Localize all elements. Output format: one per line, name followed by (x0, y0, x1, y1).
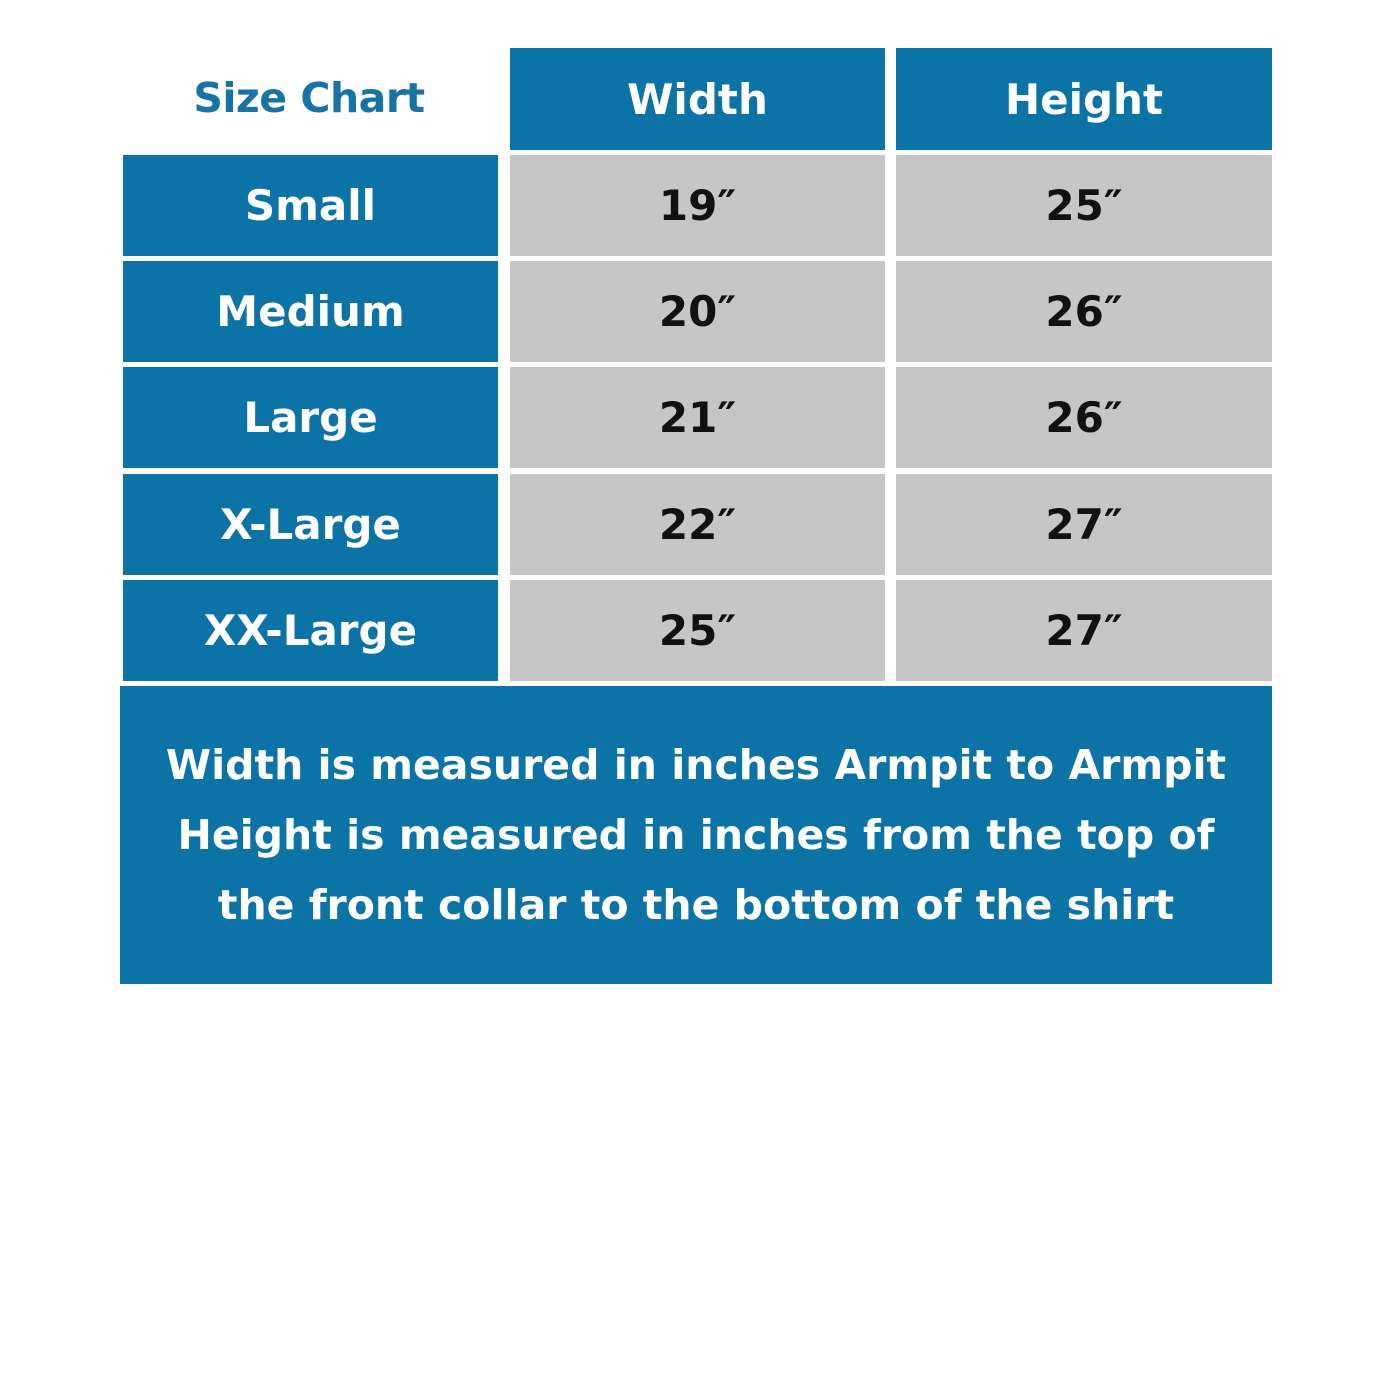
row-label-large: Large (123, 367, 498, 468)
width-value-x-large: 22″ (510, 474, 885, 575)
row-label-medium: Medium (123, 261, 498, 362)
row-label-small: Small (123, 155, 498, 256)
height-value-small: 25″ (896, 155, 1272, 256)
chart-title: Size Chart (193, 74, 425, 122)
height-value-xx-large: 27″ (896, 580, 1272, 681)
column-header-width: Width (510, 48, 885, 150)
width-value-large: 21″ (510, 367, 885, 468)
height-value-x-large: 27″ (896, 474, 1272, 575)
measurement-notes (120, 686, 1272, 984)
note-line-height: Height is measured in inches from the top of (177, 811, 1215, 859)
width-value-medium: 20″ (510, 261, 885, 362)
note-line-width: Width is measured in inches Armpit to Armpit (165, 741, 1227, 789)
width-value-small: 19″ (510, 155, 885, 256)
column-header-height: Height (896, 48, 1272, 150)
height-value-medium: 26″ (896, 261, 1272, 362)
height-value-large: 26″ (896, 367, 1272, 468)
row-label-x-large: X-Large (123, 474, 498, 575)
width-value-xx-large: 25″ (510, 580, 885, 681)
row-label-xx-large: XX-Large (123, 580, 498, 681)
note-line-height-continued: the front collar to the bottom of the shirt (217, 881, 1175, 929)
